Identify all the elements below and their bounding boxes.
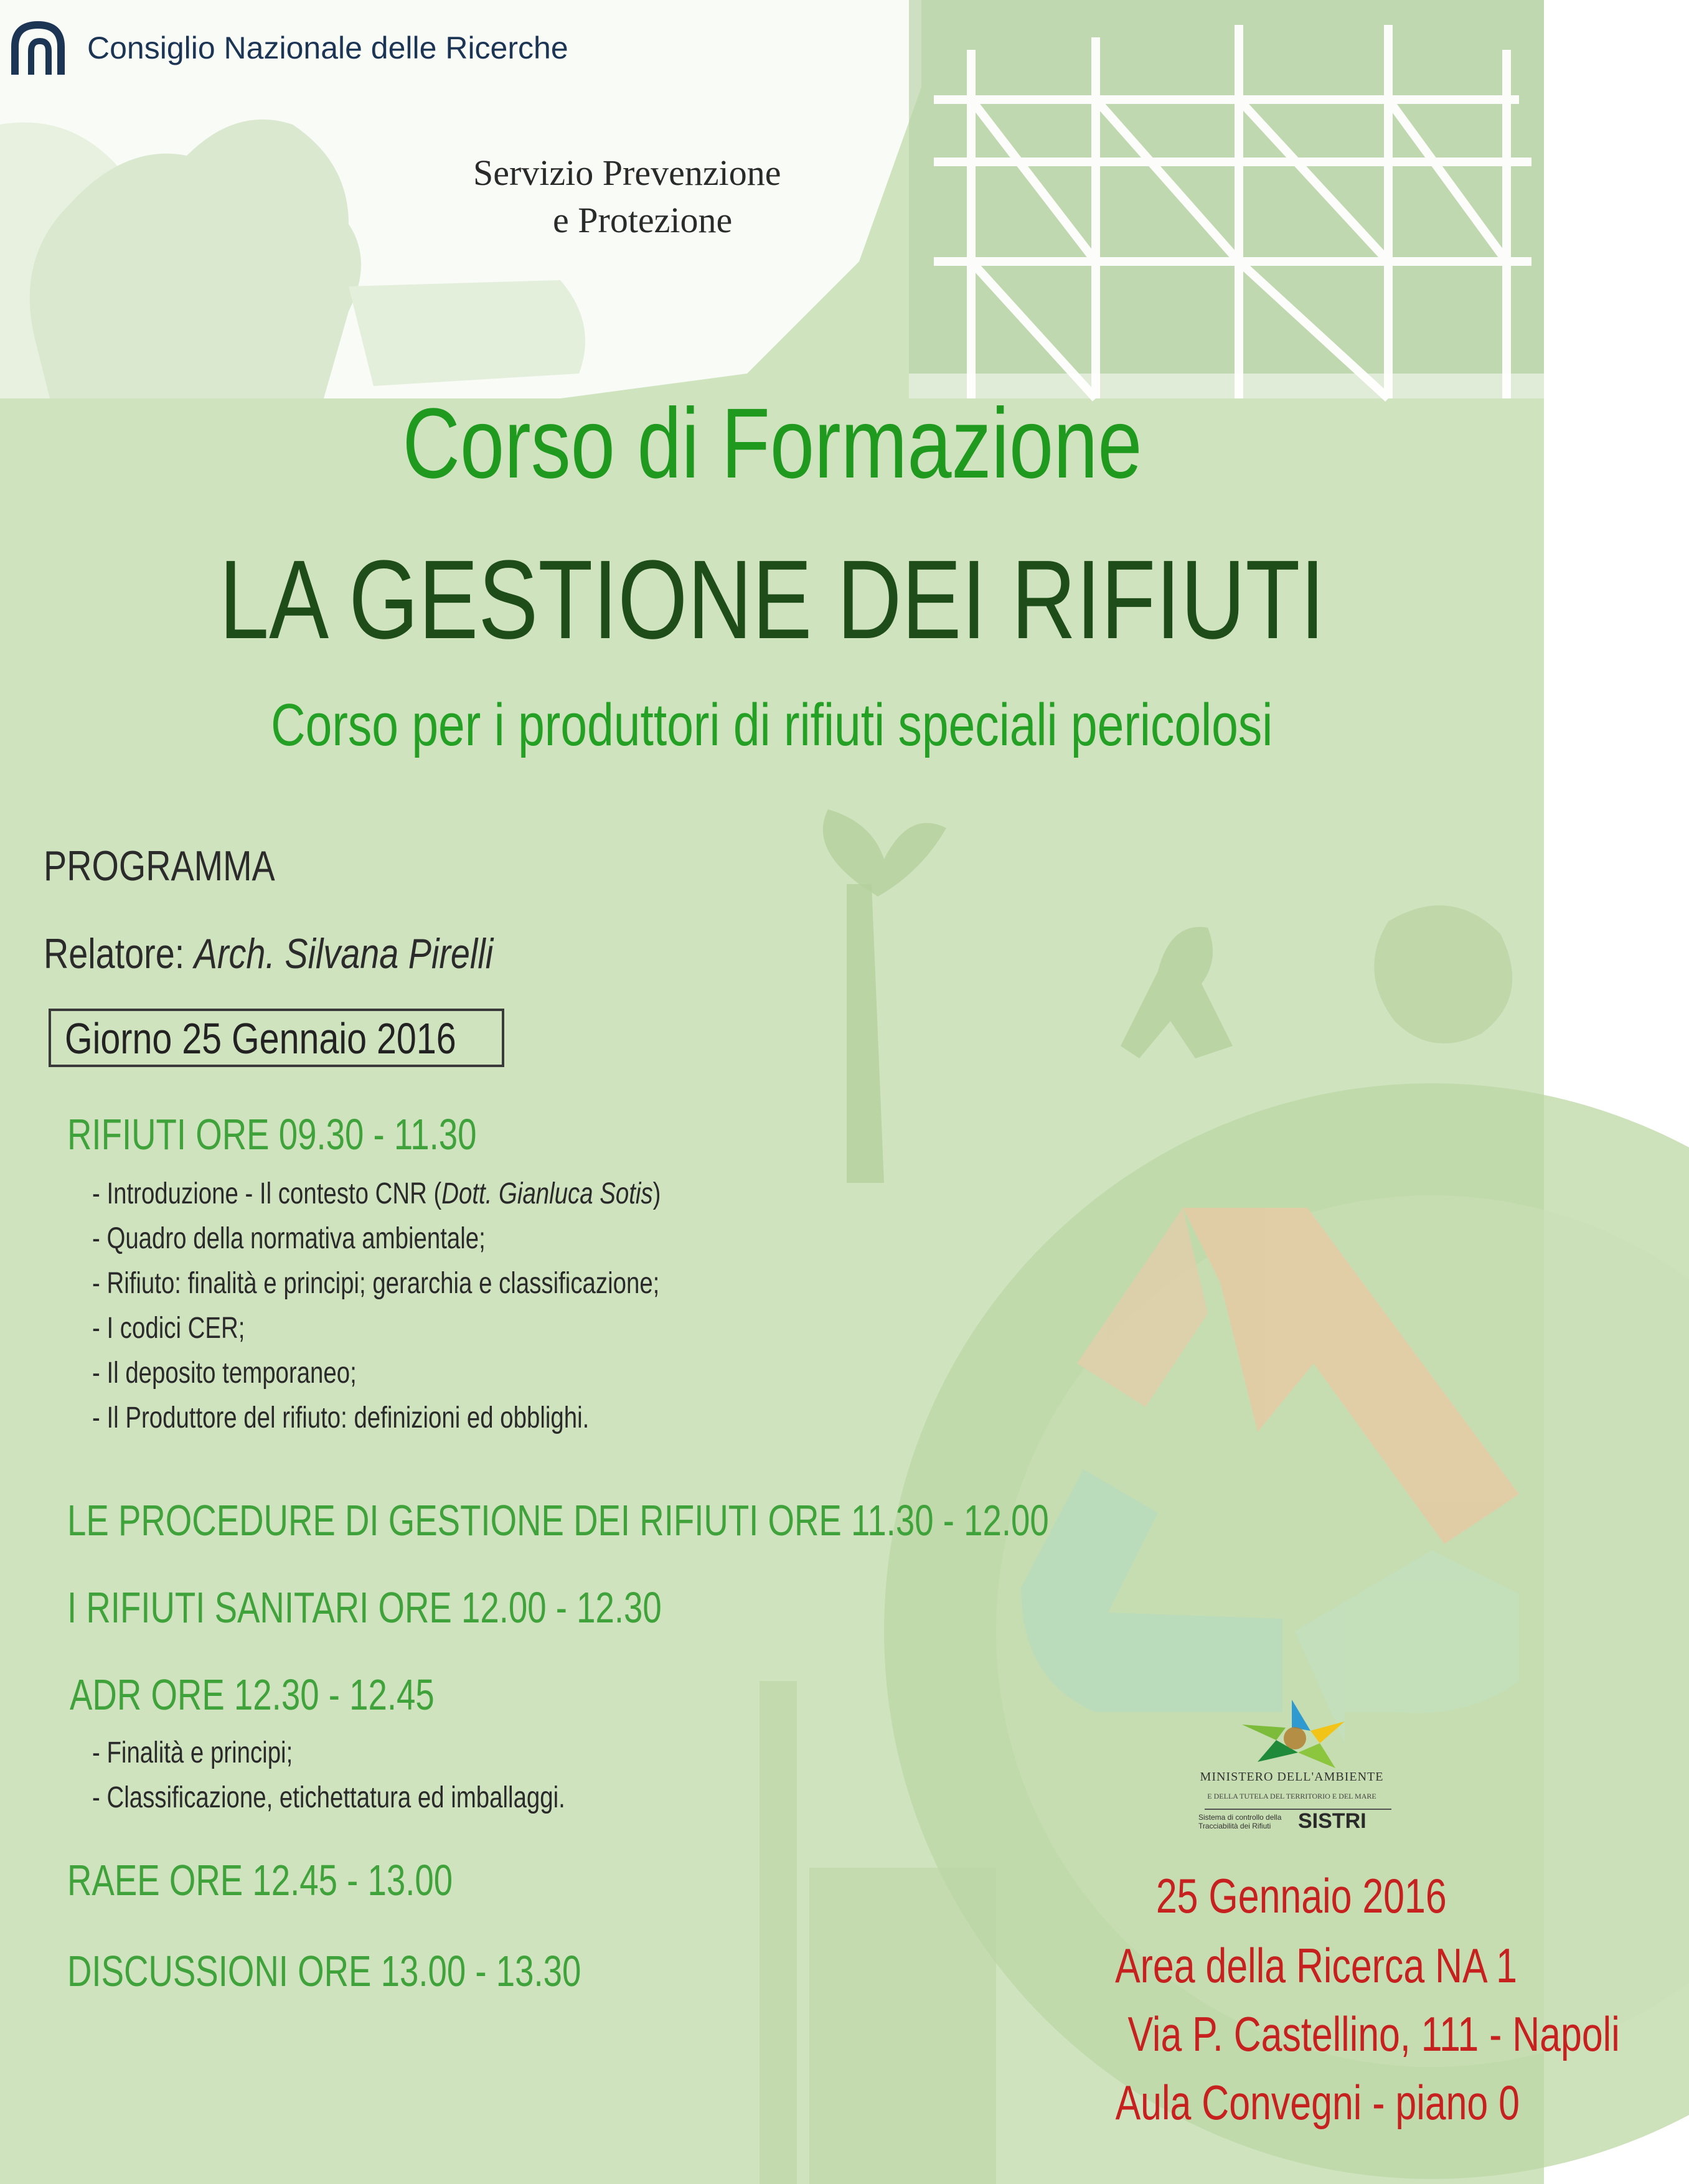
- list-item-text: - Introduzione - Il contesto CNR (: [92, 1177, 442, 1210]
- list-item: [92, 1306, 283, 1351]
- sistri-system: Sistema di controllo della Tracciabilità dei Rifiuti: [1198, 1813, 1282, 1830]
- section-title: [67, 1495, 1325, 1545]
- course-main-title: [0, 535, 1544, 664]
- list-item-text: - Finalità e principi;: [92, 1736, 293, 1769]
- section-title-text: DISCUSSIONI ORE 13.00 - 13.30: [67, 1947, 581, 1995]
- list-item-text: - Quadro della normativa ambientale;: [92, 1222, 486, 1255]
- date-box-label: Giorno 25 Gennaio 2016: [65, 1014, 456, 1063]
- section-title-text: LE PROCEDURE DI GESTIONE DEI RIFIUTI ORE 11.30 - 12.00: [67, 1496, 1049, 1545]
- section-title: [67, 1946, 726, 1996]
- sistri-ministry-sub: E DELLA TUTELA DEL TERRITORIO E DEL MARE: [1207, 1792, 1376, 1800]
- event-date: [1058, 1868, 1544, 1924]
- list-item-text: - Classificazione, etichettatura ed imballaggi.: [92, 1781, 565, 1814]
- cnr-logo-icon: [4, 12, 78, 87]
- list-item: [92, 1261, 801, 1306]
- event-place: [1058, 1937, 1544, 1994]
- section-title-text: RIFIUTI ORE 09.30 - 11.30: [67, 1110, 477, 1159]
- programme-heading: [44, 842, 326, 890]
- list-item: [92, 1172, 803, 1217]
- section-title-text: I RIFIUTI SANITARI ORE 12.00 - 12.30: [67, 1583, 662, 1632]
- speaker-name: Arch. Silvana Pirelli: [194, 930, 494, 977]
- list-item-italic: Dott. Gianluca Sotis: [441, 1177, 653, 1210]
- speaker-label: Relatore:: [44, 930, 185, 977]
- event-date-text: 25 Gennaio 2016: [1155, 1868, 1447, 1923]
- list-item: [92, 1731, 343, 1776]
- list-item: [92, 1217, 584, 1261]
- course-subtitle: [0, 691, 1544, 760]
- sistri-star-icon: [1183, 1693, 1401, 1768]
- list-item-text: - Il deposito temporaneo;: [92, 1357, 357, 1390]
- event-address-text: Via P. Castellino, 111 - Napoli: [1127, 2007, 1620, 2061]
- section-title: [67, 1583, 829, 1632]
- list-item: [92, 1351, 423, 1396]
- list-item-suffix: ): [652, 1177, 661, 1210]
- section-title: [67, 1109, 592, 1159]
- service-line-2: e Protezione: [553, 200, 733, 240]
- list-item: [92, 1776, 684, 1820]
- list-item-text: - Il Produttore del rifiuto: definizioni ed obblighi.: [92, 1401, 590, 1434]
- section-title: [67, 1855, 562, 1905]
- event-address: [1058, 2006, 1620, 2063]
- organization-name: Consiglio Nazionale delle Ricerche: [87, 31, 568, 65]
- event-place-text: Area della Ricerca NA 1: [1115, 1938, 1517, 1993]
- programme-heading-text: PROGRAMMA: [44, 842, 275, 890]
- event-room: [1058, 2074, 1544, 2131]
- list-item-text: - Rifiuto: finalità e principi; gerarchia e classificazione;: [92, 1267, 660, 1300]
- sistri-brand: SISTRI: [1298, 1809, 1367, 1833]
- date-box-text: [65, 1014, 542, 1063]
- section-title-text: RAEE ORE 12.45 - 13.00: [67, 1856, 453, 1904]
- course-subtitle-text: Corso per i produttori di rifiuti speciali pericolosi: [271, 692, 1273, 758]
- service-line-1: Servizio Prevenzione: [473, 153, 781, 193]
- list-item-text: - I codici CER;: [92, 1312, 245, 1345]
- course-title-text: Corso di Formazione: [402, 387, 1142, 499]
- sistri-ministry: MINISTERO DELL'AMBIENTE: [1200, 1770, 1384, 1784]
- service-name: [436, 149, 1083, 244]
- speaker: [44, 930, 592, 978]
- course-title: [0, 386, 1544, 501]
- list-item: [92, 1396, 713, 1441]
- course-main-title-text: LA GESTIONE DEI RIFIUTI: [219, 537, 1325, 662]
- event-room-text: Aula Convegni - piano 0: [1115, 2075, 1520, 2130]
- section-title-text: ADR ORE 12.30 - 12.45: [70, 1670, 435, 1719]
- section-title: [70, 1670, 537, 1720]
